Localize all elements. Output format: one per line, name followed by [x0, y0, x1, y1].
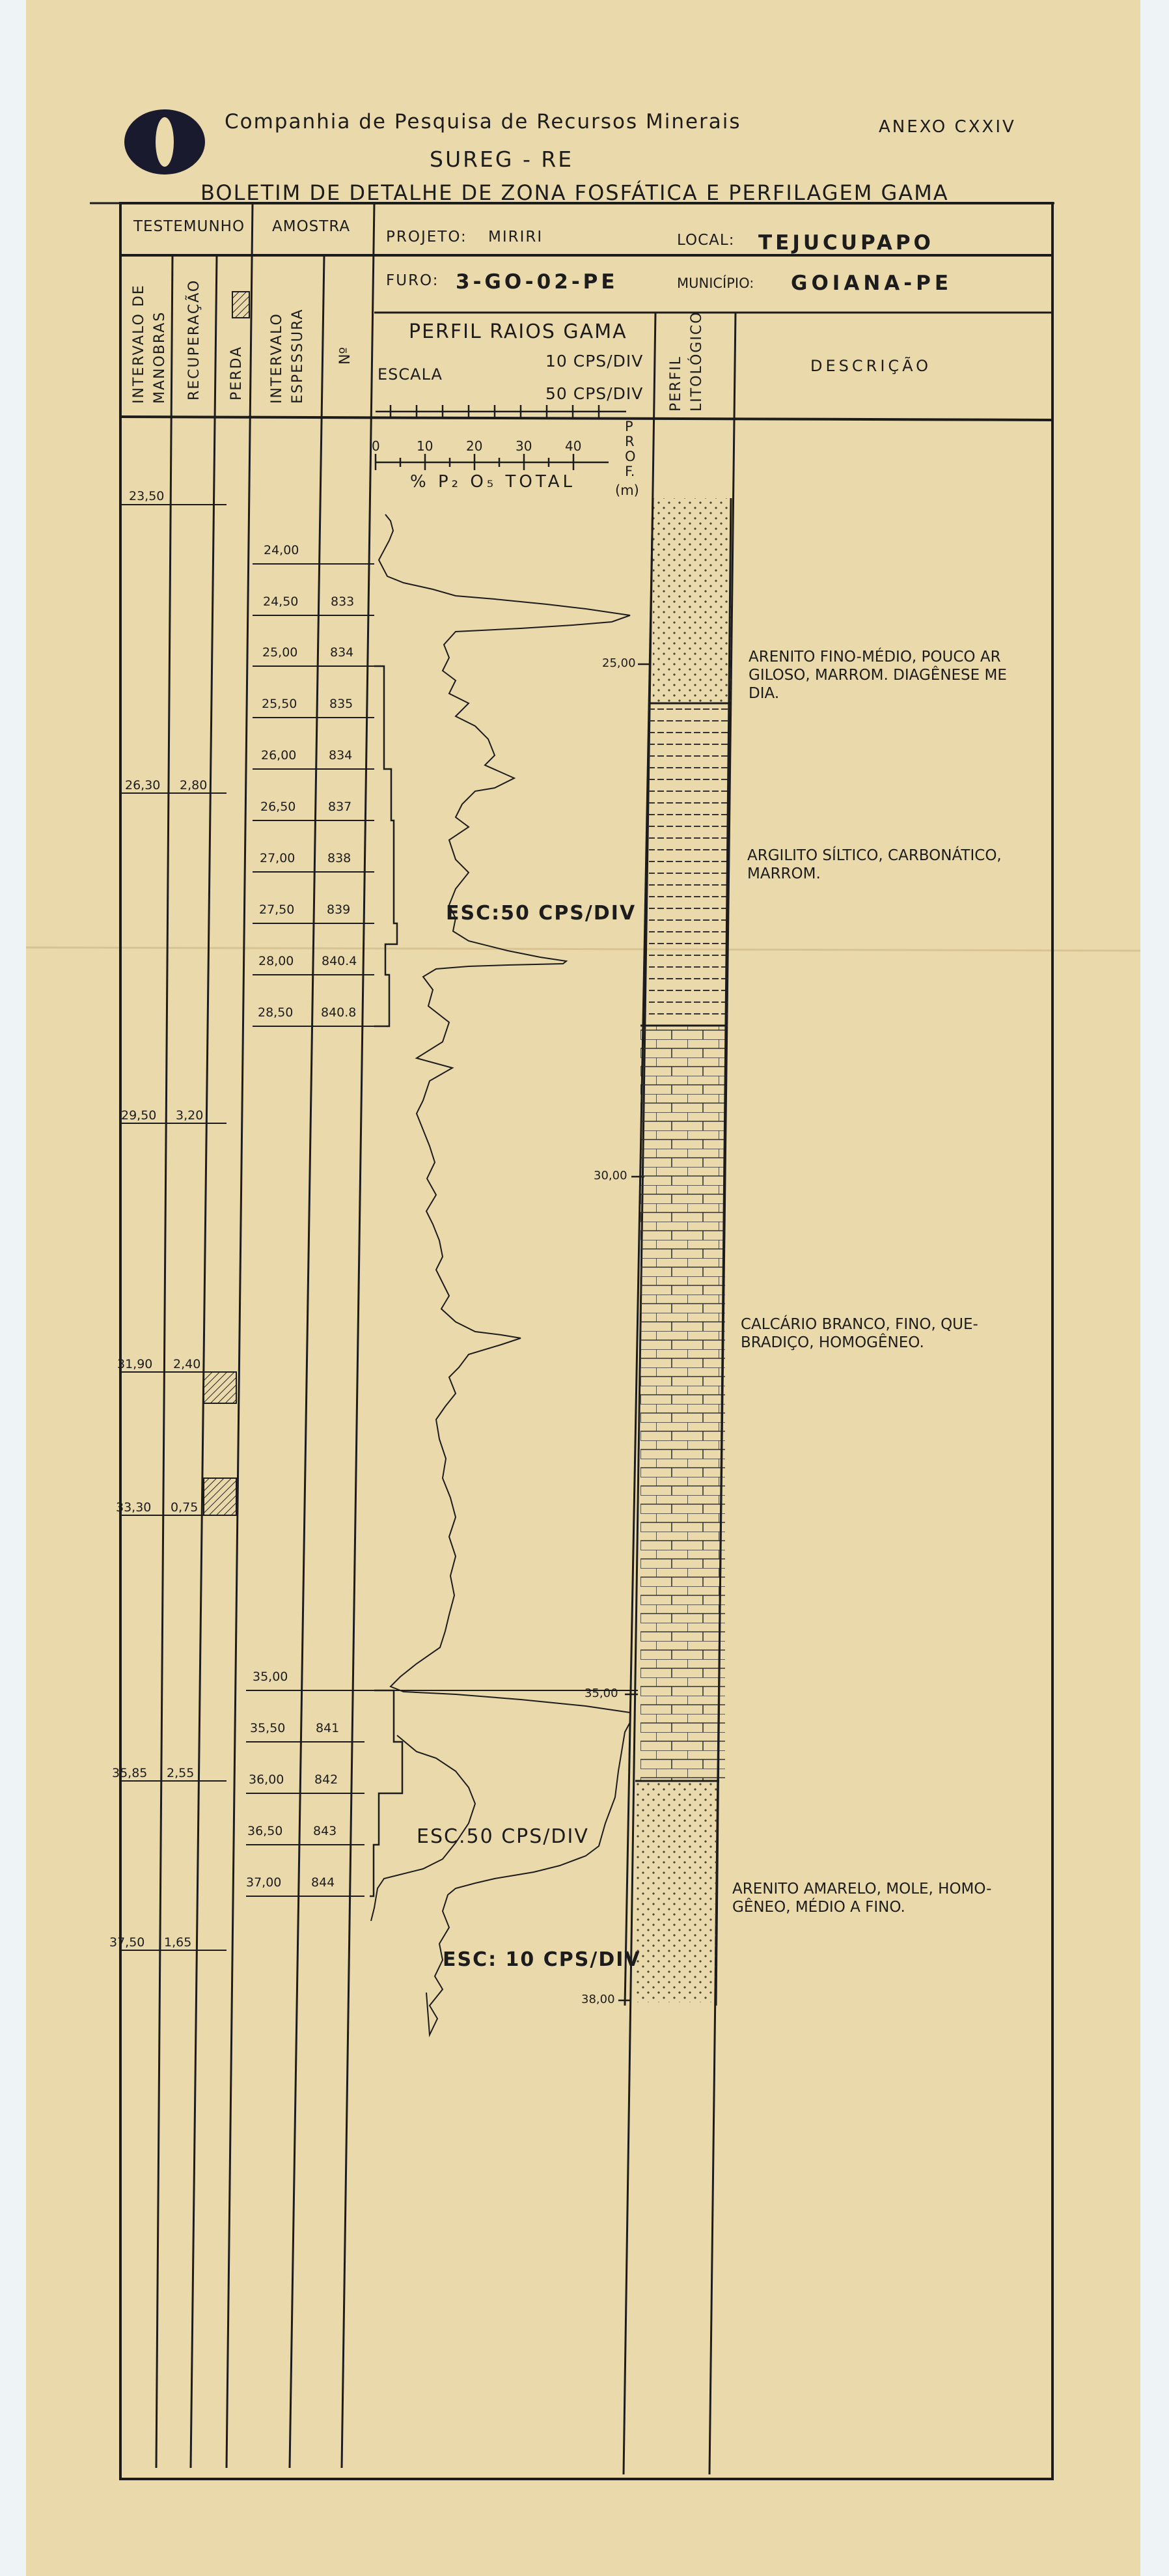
lithology-sandstone-1 [653, 498, 731, 703]
axis-tick-10: 10 [417, 438, 433, 454]
axis-label: % P₂ O₅ TOTAL [410, 472, 575, 492]
sample-depth-14: 36,50 [247, 1824, 283, 1838]
description-3-line-2: BRADIÇO, HOMOGÊNEO. [741, 1334, 924, 1351]
gamma-title: PERFIL RAIOS GAMA [409, 320, 627, 343]
document-title: BOLETIM DE DETALHE DE ZONA FOSFÁTICA E PERFILAGEM GAMA [200, 180, 949, 205]
lithology-sandstone-2 [635, 1781, 720, 2002]
sample-num-8: 839 [327, 903, 351, 917]
sample-depth-6: 26,50 [260, 800, 296, 814]
sample-num-10: 840.8 [321, 1005, 357, 1020]
intervalo-manobras-label: INTERVALO DE MANOBRAS [131, 284, 168, 404]
sample-depth-7: 27,00 [260, 851, 296, 865]
prof-letter-p: P [625, 419, 633, 434]
description-4-line-2: GÊNEO, MÉDIO A FINO. [732, 1899, 905, 1916]
depth-mark-38: 38,00 [581, 1993, 615, 2006]
sample-num-3: 834 [330, 645, 354, 660]
sample-num-5: 834 [329, 748, 353, 763]
core-depth-6: 35,85 [112, 1766, 148, 1780]
sample-depth-2: 24,50 [263, 595, 299, 609]
annex-label: ANEXO CXXIV [879, 117, 1016, 137]
core-recovery-2: 2,80 [180, 778, 208, 792]
furo-value: 3-GO-02-PE [456, 270, 618, 294]
sample-num-15: 844 [311, 1875, 335, 1890]
testemunho-header: TESTEMUNHO [133, 218, 245, 235]
depth-mark-35: 35,00 [584, 1687, 618, 1700]
recuperacao-header: RECUPERAÇÃO [186, 279, 202, 400]
lithology-limestone [640, 1026, 725, 1781]
axis-tick-20: 20 [466, 438, 483, 454]
curve-label-3: ESC: 10 CPS/DIV [443, 1948, 641, 1971]
projeto-label: PROJETO: [386, 229, 467, 245]
sample-num-13: 842 [314, 1772, 338, 1787]
lithology-siltstone [649, 703, 730, 1026]
sample-depth-11: 35,00 [253, 1670, 288, 1684]
core-recovery-6: 2,55 [167, 1766, 195, 1780]
sample-num-4: 835 [329, 697, 353, 711]
sample-depth-15: 37,00 [246, 1875, 282, 1890]
description-1-line-2: GILOSO, MARROM. DIAGÊNESE ME [749, 667, 1007, 684]
intervalo-espessura-header [267, 273, 309, 404]
sample-depth-8: 27,50 [259, 903, 295, 917]
description-2-line-1: ARGILITO SÍLTICO, CARBONÁTICO, [747, 847, 1002, 864]
sample-num-12: 841 [316, 1721, 340, 1735]
description-2-line-2: MARROM. [747, 865, 821, 882]
sample-num-7: 838 [327, 851, 351, 865]
core-depth-7: 37,50 [109, 1935, 145, 1950]
perfil-litologico-header [666, 311, 708, 412]
core-recovery-7: 1,65 [164, 1935, 192, 1950]
description-3-line-1: CALCÁRIO BRANCO, FINO, QUE- [741, 1316, 978, 1333]
gamma-scale-1: 10 CPS/DIV [545, 352, 644, 371]
sample-depth-9: 28,00 [258, 954, 294, 968]
prof-letter-o: O [625, 449, 636, 464]
core-depth-2: 26,30 [125, 778, 161, 792]
sample-depth-13: 36,00 [249, 1772, 284, 1787]
intervalo-espessura-label: INTERVALO ESPESSURA [269, 308, 306, 404]
sample-num-6: 837 [328, 800, 352, 814]
curve-label-1: ESC:50 CPS/DIV [446, 902, 637, 925]
sample-num-9: 840.4 [322, 954, 357, 968]
axis-tick-30: 30 [516, 438, 532, 454]
description-1-line-3: DIA. [749, 685, 780, 702]
axis-tick-40: 40 [565, 438, 582, 454]
core-depth-5: 33,30 [116, 1500, 152, 1515]
projeto-value: MIRIRI [488, 229, 543, 245]
prof-letter-f: F. [625, 464, 635, 479]
depth-mark-30: 30,00 [594, 1169, 627, 1183]
core-depth-4: 31,90 [117, 1357, 153, 1371]
descricao-header: DESCRIÇÃO [810, 357, 932, 375]
sample-depth-5: 26,00 [261, 748, 297, 763]
sample-num-14: 843 [313, 1824, 337, 1838]
perda-legend-icon [232, 292, 249, 318]
gamma-scale-2: 50 CPS/DIV [545, 384, 644, 403]
amostra-header: AMOSTRA [272, 218, 351, 235]
municipio-label: MUNICÍPIO: [677, 275, 754, 291]
prof-unit: (m) [615, 483, 639, 498]
sample-depth-12: 35,50 [250, 1721, 286, 1735]
core-depth-3: 29,50 [121, 1108, 157, 1123]
intervalo-manobras-header [129, 254, 171, 404]
local-value: TEJUCUPAPO [758, 231, 934, 255]
description-4-line-1: ARENITO AMARELO, MOLE, HOMO- [732, 1881, 992, 1897]
sample-depth-4: 25,50 [262, 697, 297, 711]
sample-depth-10: 28,50 [258, 1005, 294, 1020]
company-logo-icon [124, 109, 205, 175]
company-name: Companhia de Pesquisa de Recursos Minerais [225, 110, 741, 133]
furo-label: FURO: [386, 272, 439, 289]
core-recovery-5: 0,75 [171, 1500, 199, 1515]
curve-label-2: ESC.50 CPS/DIV [417, 1825, 589, 1848]
core-recovery-3: 3,20 [176, 1108, 204, 1123]
prof-letter-r: R [625, 434, 635, 449]
local-label: LOCAL: [677, 232, 735, 249]
description-1-line-1: ARENITO FINO-MÉDIO, POUCO AR [749, 649, 1001, 665]
core-depth-1: 23,50 [129, 489, 165, 503]
numero-header: Nº [337, 347, 353, 365]
core-recovery-4: 2,40 [173, 1357, 201, 1371]
axis-tick-0: 0 [372, 438, 380, 454]
sample-depth-1: 24,00 [264, 543, 299, 557]
loss-hatch-1 [204, 1372, 236, 1403]
sample-num-2: 833 [331, 595, 355, 609]
perda-header: PERDA [228, 345, 245, 400]
perfil-litologico-label: PERFIL LITOLÓGICO [668, 311, 705, 412]
depth-mark-25: 25,00 [602, 656, 636, 670]
municipio-value: GOIANA-PE [791, 272, 953, 295]
loss-hatch-2 [204, 1478, 236, 1515]
gamma-escala: ESCALA [378, 365, 443, 384]
sample-depth-3: 25,00 [262, 645, 298, 660]
unit-label: SUREG - RE [430, 147, 574, 172]
